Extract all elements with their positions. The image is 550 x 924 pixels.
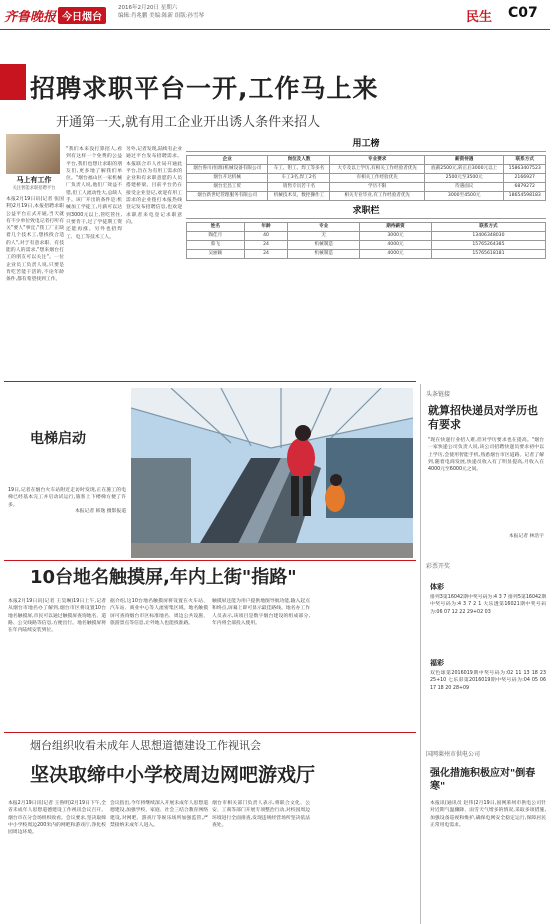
table-row: 烟台开达机械 车工3名,焊工2名 有相关工作经验优先 2500元至3500元 2166927 (187, 174, 546, 183)
hire-board (186, 138, 546, 259)
story-photo (6, 134, 60, 174)
table-row: 烟台新世纪管理服务有限公司 机械技术员、数控操作工 相关专业毕业,有工作经验者优先 3000至4500元 18654598183 (187, 192, 546, 201)
sidebar-news-body: 本报讯(通讯员 赵伟)2月19日,国网莱州市供电公司针对近期气温骤降、雨雪天气增多的情况,采取多项措施,加强设备巡视和维护,确保电网安全稳定运行,保障居民正常用电需求。 (430, 801, 546, 828)
campus-col3: 烟台市相关部门负责人表示,将联合文化、公安、工商等部门开展专项整治行动,对校园周边环境进行全面排查,发现违规经营场所坚决依法查处。 (212, 801, 310, 828)
kiosk-col3: 触摸屏还能为用户提供地图导航功能,输入起点和终点,屏幕上即可显示最佳路线。地名办工作人员表示,该项目是数字烟台建设的组成部分,年内将全部投入使用。 (212, 599, 310, 626)
main-subheadline: 开通第一天,就有用工企业开出诱人条件来招人 (56, 115, 321, 130)
body-col2: "我们本来没打算招人,看到有这样一个免费的公益平台,我们也想让求职的朋友们,更多地了解我们单位。"烟台福山区一家机械厂负责人说,他们厂效益不错,但工人流动性大,总缺人手。该厂开出的条件是:机械加工学徒工,月薪可以达到3000元以上,管吃管住,只要肯干,过了学徒期工资还能再涨。另外也招焊工、电工等技术工人。 (66, 147, 122, 240)
lottery-welfare-title: 福彩 (430, 659, 444, 667)
body-col3: 另外,记者发现,陆续有企业通过平台发布招聘需求。本报联合市人社局开通此平台,旨在为有用工需求的企业和有求职意愿的人员搭建桥梁。目前平台仍在接受企业登记,欢迎有用工需求的企业拨打本报热线登记发布招聘信息,也欢迎求职者来电登记求职意向。 (126, 147, 182, 225)
table-row: 烟台鲁川(恒源)机械设备有限公司 车工、钳工、焊工等多名 大专及以上学历,有相关工作经验者优先 底薪2500元,转正后3000元以上 15863407523 (187, 165, 546, 174)
section-name: 民生 (466, 10, 493, 25)
page-header (0, 0, 550, 30)
table-row: 蔡飞 24 机械制造 4000元 15765264385 (187, 241, 546, 250)
elevator-title: 电梯启动 (30, 431, 86, 447)
body-col1: 本报2月19日讯(记者 张国利)2月19日,本报招聘求职公益平台正式开通,当天就有不少单位致电记者打听有关"要人"事宜,"我工厂正缺着几个技术工,想找找合适的人",对于有意求职、有技能的人的需求,"想来烟台打工的朋友可以关注"。一位企业员工负责人说,只要是肯吃苦能干活的,不论年龄条件,都有希望找到工作。 (6, 197, 64, 283)
lottery-welfare-body: 双色球第2016019期中奖号码为:02 11 13 18 23 25+10 七乐彩第2016019期中奖号码为:04 05 06 17 18 20 28+09 (430, 671, 546, 691)
section-divider (4, 560, 416, 561)
newspaper-logo: 齐鲁晚报 (4, 10, 57, 25)
kiosk-headline: 10台地名触摸屏,年内上街"指路" (30, 567, 297, 588)
page-number: C07 (508, 5, 538, 21)
table-header-row: 姓名 年龄 专业 期待薪资 联系方式 (187, 223, 546, 232)
table-header-row: 企业 岗位及人数 专业要求 薪资待遇 联系方式 (187, 156, 546, 165)
elevator-byline: 本报记者 韩逸 摄影报道 (74, 509, 126, 514)
editor-credits: 编辑:肖兆鹏 美编:陈新 组版:孙雪琴 (118, 13, 205, 19)
campus-kicker: 烟台组织收看未成年人思想道德建设工作视讯会 (30, 739, 261, 752)
campus-col2: 会议指出,今年将继续深入开展未成年人思想道德建设,加强学校、家庭、社会三结合教育网络建设,对网吧、游戏厅等娱乐场所加强监管,严禁接纳未成年人进入。 (110, 801, 208, 828)
issue-date: 2016年2月20日 星期六 (118, 5, 178, 11)
table-row: 烟台宏昌工贸 销售专员若干名 学历不限 待遇面议 6879272 (187, 183, 546, 192)
kiosk-col2: 据介绍,这10台地名触摸屏将设置在火车站、汽车站、商业中心等人流密集区域。地名触摸屏可查询烟台市区标准地名、周边公共设施、旅游景点等信息,让外地人也能找准路。 (110, 599, 208, 626)
sidebar-divider (420, 384, 421, 924)
lottery-sports-body: 排列3第16042期中奖号码为:4 3 7 排列5第16042期中奖号码为:4 3 7 2 1 大乐透第16021期中奖号码为:06 07 12 22 29+02 03 (430, 595, 546, 615)
headline-bar (0, 64, 26, 100)
sidebar-link-label: 头条链接 (426, 391, 451, 398)
kiosk-col1: 本报2月19日讯(记者 王昊琳)19日上午,记者从烟台市地名办了解到,烟台市区将设置10台地名触摸屏,市民可以通过触摸屏查询地名、道路、公交线路等信息,方便出行。地名触摸屏将在年内陆续安装到位。 (8, 599, 106, 634)
escalator-illustration (131, 388, 413, 558)
main-headline: 招聘求职平台一开,工作马上来 (30, 74, 379, 103)
seek-board-title: 求职栏 (186, 205, 546, 219)
hire-table (186, 155, 546, 201)
sidebar-news-title: 强化措施积极应对"倒春寒" (430, 768, 536, 792)
campus-col1: 本报2月19日讯(记者 王鲁明)2月19日下午,全省未成年人思想道德建设工作视讯会议召开。烟台市在分会场组织收看。会议要求,坚决取缔中小学校周边200米内的网吧和游戏厅,净化校园周边环境。 (8, 801, 106, 836)
lottery-label: 彩票开奖 (426, 563, 451, 570)
sidebar-link-title: 就算招快递员对学历也有要求 (428, 404, 538, 431)
table-row: 吴丽颖 24 机械制造 4000元 15765618181 (187, 250, 546, 259)
lottery-sports-title: 体彩 (430, 583, 444, 591)
section-divider (4, 381, 416, 382)
issue-meta (118, 4, 204, 20)
edition-badge: 今日烟台 (58, 7, 106, 24)
elevator-body: 19日,记者在烟台火车站附近走访时发现,正在施工的电梯已经基本完工并启动试运行,旅客上下楼梯方便了许多。 (8, 488, 126, 508)
hire-board-title: 用工榜 (186, 138, 546, 152)
sidebar-news-label: 国网莱州市供电公司 (426, 751, 481, 758)
sidebar-link-byline: 本报记者 林浩宇 (508, 534, 544, 539)
campus-headline: 坚决取缔中小学校周边网吧游戏厅 (30, 764, 316, 786)
section-divider (4, 732, 416, 733)
seek-table (186, 222, 546, 259)
table-row: 陶佳月 40 无 3000元 13406348030 (187, 232, 546, 241)
photo-caption: 马上有工作 关注智能求职招聘平台 (12, 176, 56, 191)
sidebar-link-body: "现在快递行业招人难,但对学历要求也在提高。"烟台一家快递公司负责人说,该公司招聘快递员要求初中以上学历,会使用智能手机,熟悉烟台市区道路。记者了解到,随着电商发展,快递员收入有了明显提高,月收入在4000元至6000元之间。 (428, 438, 544, 473)
elevator-photo (131, 388, 413, 558)
